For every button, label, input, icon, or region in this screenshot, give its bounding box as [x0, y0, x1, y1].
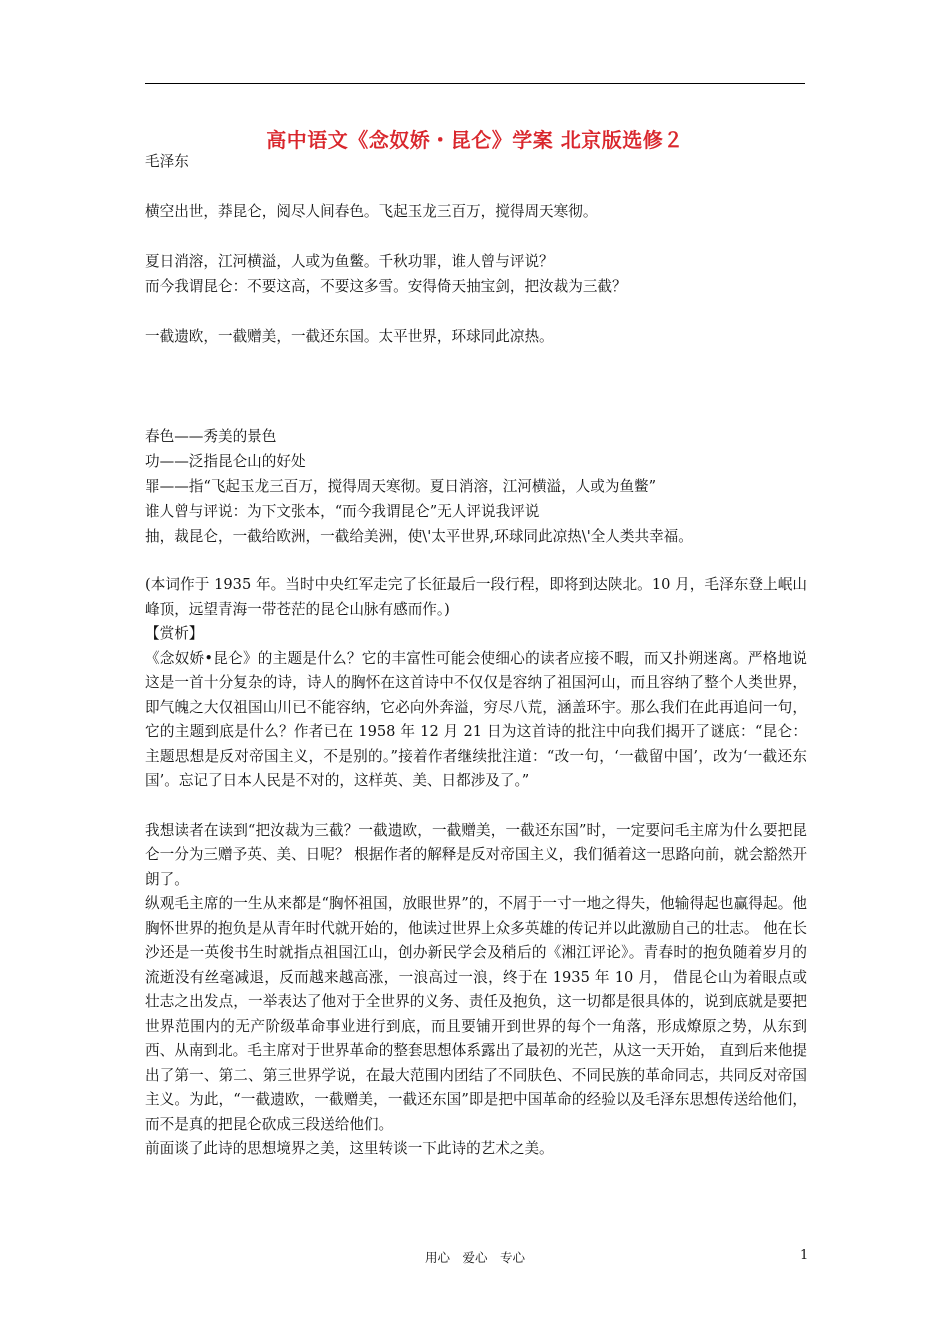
background-note: (本词作于 1935 年。当时中央红军走完了长征最后一段行程，即将到达陕北。10 月，毛泽东登上岷山峰顶，远望青海一带苍茫的昆仑山脉有感而作。)	[145, 576, 807, 618]
section-heading: 【赏析】	[145, 625, 204, 642]
poem-line: 夏日消溶，江河横溢，人或为鱼鳖。千秋功罪，谁人曾与评说？	[145, 253, 554, 270]
analysis-paragraph: 我想读者在读到“把汝裁为三截？一截遗欧，一截赠美，一截还东国”时，一定要问毛主席为什么要把昆仑一分为三赠予英、美、日呢？ 根据作者的解释是反对帝国主义，我们循着这一思路向前，就会豁然开朗了。	[145, 821, 807, 888]
note-line: 谁人曾与评说：为下文张本，“而今我谓昆仑”无人评说我评说	[145, 503, 540, 520]
page-number: 1	[800, 1248, 809, 1263]
author: 毛泽东	[145, 153, 189, 170]
note-line: 春色——秀美的景色	[145, 428, 277, 445]
page-footer: 用心 爱心 专心	[424, 1250, 525, 1265]
analysis-paragraph: 前面谈了此诗的思想境界之美，这里转谈一下此诗的艺术之美。	[145, 1140, 554, 1157]
note-line: 功——泛指昆仑山的好处	[145, 453, 306, 470]
note-line: 抽，裁昆仑，一截给欧洲，一截给美洲，使\'太平世界,环球同此凉热\'全人类共幸福。	[145, 528, 693, 545]
note-line: 罪——指“飞起玉龙三百万，搅得周天寒彻。夏日消溶，江河横溢，人或为鱼鳖”	[145, 478, 657, 495]
poem-line: 而今我谓昆仑：不要这高，不要这多雪。安得倚天抽宝剑，把汝裁为三截？	[145, 278, 627, 295]
poem-line: 一截遗欧，一截赠美，一截还东国。太平世界，环球同此凉热。	[145, 328, 554, 345]
document-body	[145, 149, 807, 1162]
analysis-paragraph: 纵观毛主席的一生从来都是“胸怀祖国，放眼世界”的，不屑于一寸一地之得失，他输得起也赢得起。他胸怀世界的抱负是从青年时代就开始的，他读过世界上众多英雄的传记并以此激励自己的壮志。 他在长沙还是一英俊书生时就指点祖国江山，创办新民学会及稍后的《湘江评论》。青春时的抱负随着岁月的流逝没有丝毫减退，反而越来越高涨，一浪高过一浪，终于在 1935 年 10 月， 借昆仑山为着眼点或壮志之出发点，一举表达了他对于全世界的义务、责任及抱负，这一切都是很具体的，说到底就是要把世界范围内的无产阶级革命事业进行到底，而且要铺开到世界的每个一角落，形成燎原之势，从东到西、从南到北。毛主席对于世界革命的整套思想体系露出了最初的光芒，从这一天开始， 直到后来他提出了第一、第二、第三世界学说，在最大范围内团结了不同肤色、不同民族的革命同志，共同反对帝国主义。为此，“一截遗欧，一截赠美，一截还东国”即是把中国革命的经验以及毛泽东思想传送给他们， 而不是真的把昆仑砍成三段送给他们。	[145, 895, 807, 1133]
header-rule	[145, 83, 805, 84]
document-title: 高中语文《念奴娇・昆仑》学案 北京版选修２	[266, 128, 684, 152]
poem-line: 横空出世，莽昆仑，阅尽人间春色。飞起玉龙三百万，搅得周天寒彻。	[145, 203, 598, 220]
analysis-paragraph: 《念奴娇•昆仑》的主题是什么？它的丰富性可能会使细心的读者应接不暇，而又扑朔迷离。严格地说这是一首十分复杂的诗，诗人的胸怀在这首诗中不仅仅是容纳了祖国河山，而且容纳了整个人类世界，即气魄之大仅祖国山川已不能容纳，它必向外奔溢，穷尽八荒，涵盖环宇。那么我们在此再追问一句，它的主题到底是什么？作者已在 1958 年 12 月 21 日为这首诗的批注中向我们揭开了谜底：“昆仑：主题思想是反对帝国主义，不是别的。”接着作者继续批注道：“改一句，‘一截留中国’，改为‘一截还东国’。忘记了日本人民是不对的，这样英、美、日都涉及了。”	[145, 649, 807, 789]
